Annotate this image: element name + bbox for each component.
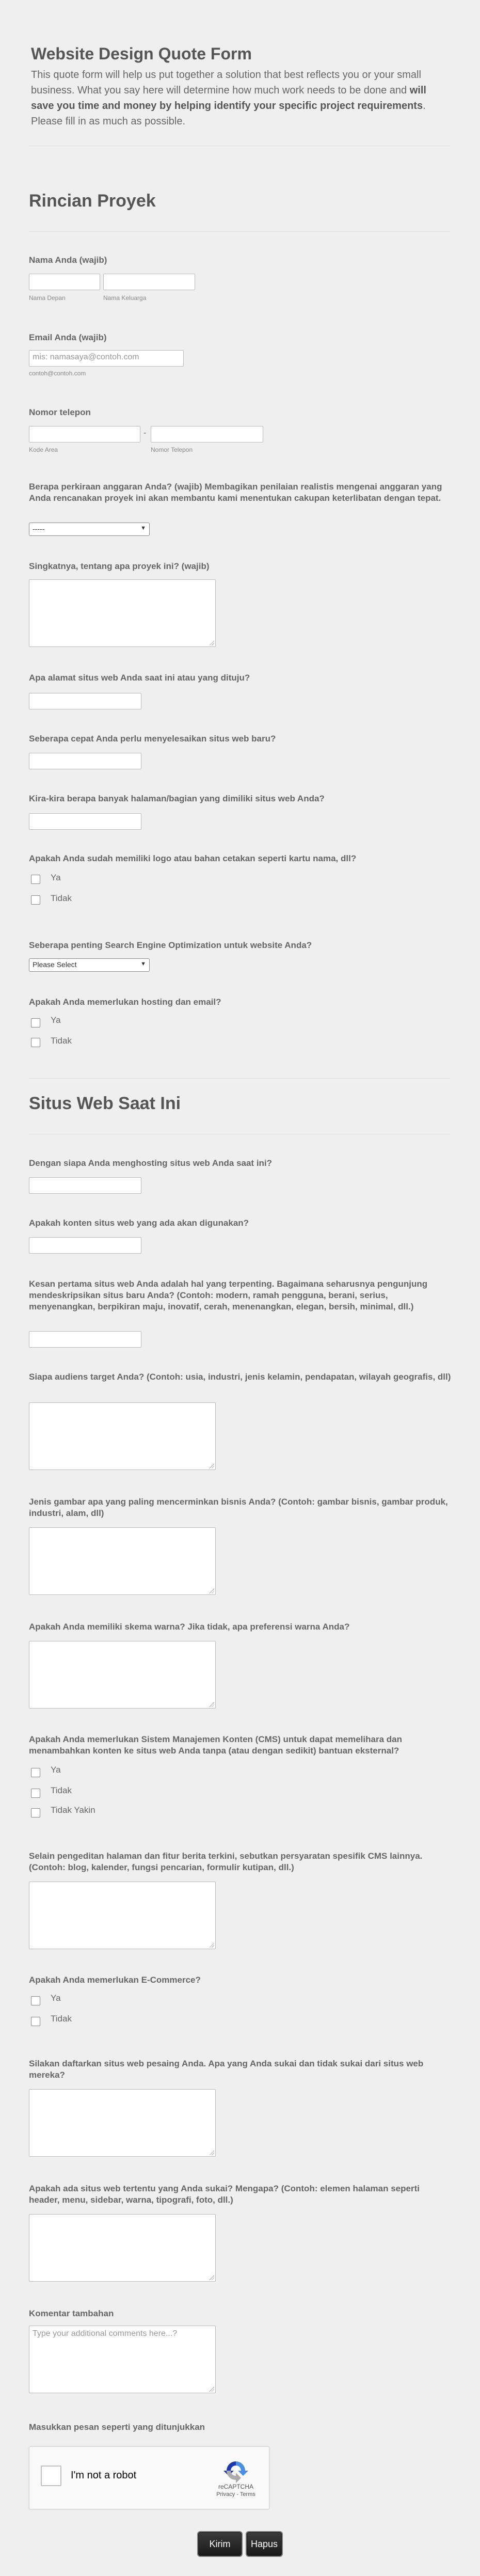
ecommerce-no-checkbox[interactable] xyxy=(31,2017,40,2026)
chevron-down-icon: ▼ xyxy=(140,525,146,531)
logo-no-label: Tidak xyxy=(51,893,72,903)
liked-sites-textarea[interactable] xyxy=(29,2214,216,2282)
deadline-input[interactable] xyxy=(29,753,141,769)
content-label: Apakah konten situs web yang ada akan digunakan? xyxy=(29,1218,249,1228)
host-with-label: Dengan siapa Anda menghosting situs web Anda saat ini? xyxy=(29,1158,273,1168)
images-textarea[interactable] xyxy=(29,1527,216,1595)
cms-unsure-checkbox[interactable] xyxy=(31,1808,40,1818)
ecommerce-no-label: Tidak xyxy=(51,2014,72,2024)
seo-select[interactable] xyxy=(29,958,150,972)
audience-label: Siapa audiens target Anda? (Contoh: usia, industri, jenis kelamin, pendapatan, wilayah geografis, dll) xyxy=(29,1372,451,1382)
resize-grip-icon[interactable] xyxy=(209,2275,214,2280)
intro-part2: . Please fill in as much as possible. xyxy=(31,100,426,127)
hosting-no-label: Tidak xyxy=(51,1036,72,1046)
area-code-sub: Kode Area xyxy=(29,446,58,453)
resize-grip-icon[interactable] xyxy=(209,1942,214,1948)
comments-textarea[interactable] xyxy=(29,2326,216,2393)
section-title-current-website: Situs Web Saat Ini xyxy=(29,1094,181,1113)
first-name-sub: Nama Depan xyxy=(29,294,66,302)
content-input[interactable] xyxy=(29,1237,141,1254)
chevron-down-icon: ▼ xyxy=(140,961,146,967)
page-title: Website Design Quote Form xyxy=(31,44,252,63)
resize-grip-icon[interactable] xyxy=(209,2387,214,2392)
cms-yes-label: Ya xyxy=(51,1765,61,1775)
comments-label: Komentar tambahan xyxy=(29,2309,114,2318)
images-label: Jenis gambar apa yang paling mencerminkan bisnis Anda? (Contoh: gambar bisnis, gambar produk, industri, alam, dll) xyxy=(29,1497,448,1518)
recaptcha-logo-icon xyxy=(220,2458,251,2484)
liked-sites-label: Apakah ada situs web tertentu yang Anda sukai? Mengapa? (Contoh: elemen halaman seperti header, menu, sidebar, warna, tipografi, foto, dll.) xyxy=(29,2184,420,2205)
cms-no-checkbox[interactable] xyxy=(31,1789,40,1798)
email-sub: contoh@contoh.com xyxy=(29,370,86,377)
phone-label: Nomor telepon xyxy=(29,407,91,417)
budget-label: Berapa perkiraan anggaran Anda? (wajib) Membagikan penilaian realistis mengenai anggaran yang Anda rencanakan proyek ini akan membantu kami menentukan cakupan keterlibatan dengan tepat. xyxy=(29,482,442,503)
competitors-label: Silakan daftarkan situs web pesaing Anda. Apa yang Anda sukai dan tidak sukai dari situs web mereka? xyxy=(29,2059,424,2080)
budget-selected: ----- xyxy=(33,525,45,533)
competitors-textarea[interactable] xyxy=(29,2089,216,2157)
impression-input[interactable] xyxy=(29,1331,141,1348)
resize-grip-icon[interactable] xyxy=(209,2150,214,2155)
comments-placeholder: Type your additional comments here...? xyxy=(33,2329,178,2338)
first-name-input[interactable] xyxy=(29,274,100,290)
address-input[interactable] xyxy=(29,693,141,709)
features-label: Selain pengeditan halaman dan fitur berita terkini, sebutkan persyaratan spesifik CMS lainnya. (Contoh: blog, kalender, fungsi pencarian, formulir kutipan, dll.) xyxy=(29,1851,423,1872)
recaptcha-links[interactable]: Privacy - Terms xyxy=(216,2491,255,2498)
deadline-label: Seberapa cepat Anda perlu menyelesaikan situs web baru? xyxy=(29,734,276,744)
reset-button[interactable]: Hapus xyxy=(247,2532,282,2556)
audience-textarea[interactable] xyxy=(29,1402,216,1470)
seo-selected: Please Select xyxy=(33,960,77,969)
resize-grip-icon[interactable] xyxy=(209,1588,214,1593)
intro-text xyxy=(31,67,449,129)
intro-bold: will save you time and money by helping identify your specific project requirements xyxy=(31,85,426,112)
about-label: Singkatnya, tentang apa proyek ini? (wajib) xyxy=(29,561,210,571)
host-with-input[interactable] xyxy=(29,1177,141,1194)
cms-yes-checkbox[interactable] xyxy=(31,1768,40,1777)
resize-grip-icon[interactable] xyxy=(209,1463,214,1468)
recaptcha-widget xyxy=(29,2446,269,2509)
phone-dash: - xyxy=(143,429,147,437)
last-name-sub: Nama Keluarga xyxy=(103,294,147,302)
pages-input[interactable] xyxy=(29,813,141,830)
colors-label: Apakah Anda memiliki skema warna? Jika tidak, apa preferensi warna Anda? xyxy=(29,1622,350,1632)
email-input[interactable] xyxy=(29,350,184,367)
area-code-input[interactable] xyxy=(29,426,140,442)
divider xyxy=(29,231,450,232)
hosting-label: Apakah Anda memerlukan hosting dan email? xyxy=(29,997,221,1007)
intro-part1: This quote form will help us put together a solution that best reflects you or your small business. What you say here will determine how much work needs to be done and xyxy=(31,69,421,96)
recaptcha-brand: reCAPTCHA xyxy=(218,2483,253,2490)
cms-unsure-label: Tidak Yakin xyxy=(51,1805,95,1815)
hosting-yes-label: Ya xyxy=(51,1015,61,1025)
captcha-label: Masukkan pesan seperti yang ditunjukkan xyxy=(29,2422,205,2432)
section-title-project-details: Rincian Proyek xyxy=(29,191,156,211)
hosting-yes-checkbox[interactable] xyxy=(31,1018,40,1028)
address-label: Apa alamat situs web Anda saat ini atau yang dituju? xyxy=(29,673,250,683)
resize-grip-icon[interactable] xyxy=(209,1702,214,1707)
cms-no-label: Tidak xyxy=(51,1785,72,1795)
impression-label: Kesan pertama situs web Anda adalah hal yang terpenting. Bagaimana seharusnya pengunjung mendeskripsikan situs baru Anda? (Contoh: modern, ramah pengguna, berani, serius, menyenangkan, berpikiran maju, inovatif, cerah, menenangkan, elegan, bersih, minimal, dll.) xyxy=(29,1279,428,1311)
last-name-input[interactable] xyxy=(103,274,195,290)
cms-label: Apakah Anda memerlukan Sistem Manajemen Konten (CMS) untuk dapat memelihara dan menambahkan konten ke situs web Anda tanpa (atau dengan sedikit) bantuan eksternal? xyxy=(29,1734,402,1756)
logo-yes-label: Ya xyxy=(51,873,61,882)
about-textarea[interactable] xyxy=(29,579,216,647)
budget-select[interactable] xyxy=(29,523,150,536)
email-placeholder: mis: namasaya@contoh.com xyxy=(33,353,139,361)
pages-label: Kira-kira berapa banyak halaman/bagian yang dimiliki situs web Anda? xyxy=(29,794,325,803)
email-label: Email Anda (wajib) xyxy=(29,333,107,342)
ecommerce-yes-checkbox[interactable] xyxy=(31,1996,40,2005)
colors-textarea[interactable] xyxy=(29,1641,216,1709)
resize-grip-icon[interactable] xyxy=(209,640,214,645)
logo-yes-checkbox[interactable] xyxy=(31,875,40,884)
recaptcha-text: I'm not a robot xyxy=(71,2470,137,2481)
seo-label: Seberapa penting Search Engine Optimization untuk website Anda? xyxy=(29,940,312,950)
submit-button[interactable]: Kirim xyxy=(198,2532,242,2556)
phone-number-sub: Nomor Telepon xyxy=(151,446,193,453)
hosting-no-checkbox[interactable] xyxy=(31,1038,40,1047)
ecommerce-yes-label: Ya xyxy=(51,1993,61,2003)
divider xyxy=(29,1078,450,1079)
logo-label: Apakah Anda sudah memiliki logo atau bahan cetakan seperti kartu nama, dll? xyxy=(29,854,357,863)
phone-number-input[interactable] xyxy=(151,426,263,442)
ecommerce-label: Apakah Anda memerlukan E-Commerce? xyxy=(29,1975,201,1985)
features-textarea[interactable] xyxy=(29,1882,216,1949)
logo-no-checkbox[interactable] xyxy=(31,895,40,905)
recaptcha-checkbox[interactable] xyxy=(41,2466,61,2486)
name-label: Nama Anda (wajib) xyxy=(29,255,107,265)
